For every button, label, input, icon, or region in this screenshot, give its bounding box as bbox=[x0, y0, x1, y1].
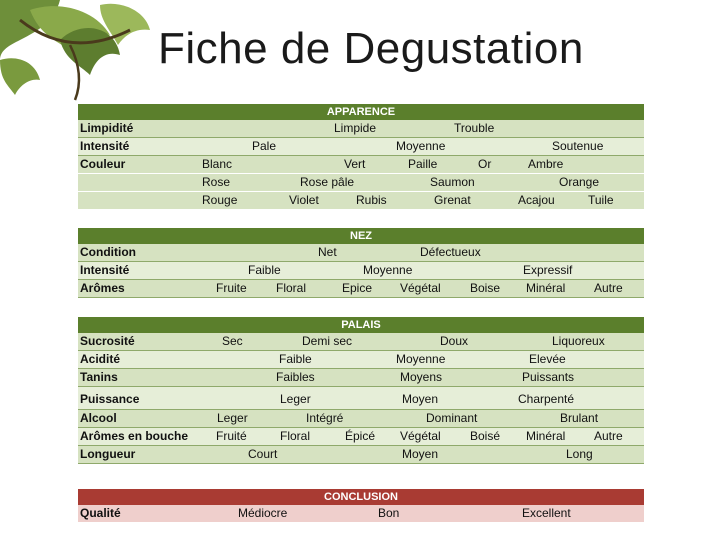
cell: Floral bbox=[280, 429, 311, 443]
cell: Limpide bbox=[334, 121, 377, 135]
cell: Minéral bbox=[526, 429, 566, 443]
row-label: Arômes bbox=[80, 281, 125, 295]
cell: Dominant bbox=[426, 411, 478, 425]
page-title: Fiche de Degustation bbox=[158, 24, 584, 73]
couleur-row-3 bbox=[78, 192, 644, 210]
qualite-row bbox=[78, 505, 644, 523]
cell: Acajou bbox=[518, 193, 555, 207]
row-label: Couleur bbox=[80, 157, 126, 171]
cell: Bon bbox=[378, 506, 400, 520]
row-label: Sucrosité bbox=[80, 334, 135, 348]
cell: Court bbox=[248, 447, 278, 461]
aromes-row bbox=[78, 280, 644, 298]
cell: Soutenue bbox=[552, 139, 604, 153]
cell: Epice bbox=[342, 281, 373, 295]
cell: Demi sec bbox=[302, 334, 353, 348]
cell: Trouble bbox=[454, 121, 495, 135]
cell: Excellent bbox=[522, 506, 571, 520]
cell: Fruité bbox=[216, 429, 247, 443]
cell: Boisé bbox=[470, 429, 501, 443]
row-label: Alcool bbox=[80, 411, 117, 425]
sucrosite-row bbox=[78, 333, 644, 351]
cell: Doux bbox=[440, 334, 469, 348]
cell: Expressif bbox=[523, 263, 573, 277]
cell: Charpenté bbox=[518, 392, 575, 406]
cell: Faibles bbox=[276, 370, 315, 384]
cell: Paille bbox=[408, 157, 438, 171]
condition-row bbox=[78, 244, 644, 262]
vine-leaves-decoration bbox=[0, 0, 160, 110]
couleur-row-1 bbox=[78, 156, 644, 174]
alcool-row bbox=[78, 410, 644, 428]
cell: Elevée bbox=[529, 352, 566, 366]
cell: Végétal bbox=[400, 281, 441, 295]
nez-table bbox=[78, 228, 644, 298]
cell: Pale bbox=[252, 139, 277, 153]
cell: Vert bbox=[344, 157, 366, 171]
row-label: Intensité bbox=[80, 263, 130, 277]
aromes-bouche-row bbox=[78, 428, 644, 446]
conclusion-table bbox=[78, 489, 644, 523]
cell: Intégré bbox=[306, 411, 344, 425]
conclusion-header: CONCLUSION bbox=[78, 489, 644, 505]
cell: Orange bbox=[559, 175, 600, 189]
cell: Épicé bbox=[345, 429, 376, 443]
longueur-row bbox=[78, 446, 644, 464]
cell: Faible bbox=[279, 352, 312, 366]
cell: Brulant bbox=[560, 411, 599, 425]
cell: Moyenne bbox=[396, 139, 446, 153]
cell: Autre bbox=[594, 281, 623, 295]
cell: Rose bbox=[202, 175, 231, 189]
cell: Faible bbox=[248, 263, 281, 277]
row-label: Limpidité bbox=[80, 121, 134, 135]
cell: Boise bbox=[470, 281, 501, 295]
couleur-row-2 bbox=[78, 174, 644, 192]
cell: Grenat bbox=[434, 193, 471, 207]
cell: Moyens bbox=[400, 370, 443, 384]
cell: Rose pâle bbox=[300, 175, 355, 189]
row-label: Acidité bbox=[80, 352, 121, 366]
row-label: Qualité bbox=[80, 506, 121, 520]
cell: Fruite bbox=[216, 281, 247, 295]
row-label: Condition bbox=[80, 245, 136, 259]
row-label: Longueur bbox=[80, 447, 136, 461]
cell: Minéral bbox=[526, 281, 566, 295]
puissance-row bbox=[78, 387, 644, 410]
cell: Saumon bbox=[430, 175, 475, 189]
cell: Violet bbox=[289, 193, 319, 207]
intensite-row bbox=[78, 138, 644, 156]
cell: Moyen bbox=[402, 392, 439, 406]
row-label: Puissance bbox=[80, 392, 140, 406]
cell: Tuile bbox=[588, 193, 614, 207]
cell: Floral bbox=[276, 281, 307, 295]
apparence-header: APPARENCE bbox=[78, 104, 644, 120]
acidite-row bbox=[78, 351, 644, 369]
cell: Liquoreux bbox=[552, 334, 605, 348]
apparence-table bbox=[78, 104, 644, 210]
cell: Ambre bbox=[528, 157, 564, 171]
cell: Leger bbox=[280, 392, 311, 406]
row-label: Arômes en bouche bbox=[80, 429, 189, 443]
cell: Végétal bbox=[400, 429, 441, 443]
nez-intensite-row bbox=[78, 262, 644, 280]
row-label: Intensité bbox=[80, 139, 130, 153]
cell: Défectueux bbox=[420, 245, 481, 259]
palais-table bbox=[78, 317, 644, 464]
cell: Moyen bbox=[402, 447, 439, 461]
tanins-row bbox=[78, 369, 644, 387]
row-label: Tanins bbox=[80, 370, 118, 384]
cell: Rubis bbox=[356, 193, 387, 207]
cell: Puissants bbox=[522, 370, 575, 384]
cell: Sec bbox=[222, 334, 243, 348]
cell: Moyenne bbox=[363, 263, 413, 277]
cell: Moyenne bbox=[396, 352, 446, 366]
cell: Rouge bbox=[202, 193, 238, 207]
cell: Blanc bbox=[202, 157, 233, 171]
palais-header: PALAIS bbox=[78, 317, 644, 333]
cell: Net bbox=[318, 245, 337, 259]
cell: Leger bbox=[217, 411, 248, 425]
limpidite-row bbox=[78, 120, 644, 138]
cell: Or bbox=[478, 157, 492, 171]
cell: Autre bbox=[594, 429, 623, 443]
cell: Long bbox=[566, 447, 593, 461]
nez-header: NEZ bbox=[78, 228, 644, 244]
cell: Médiocre bbox=[238, 506, 288, 520]
